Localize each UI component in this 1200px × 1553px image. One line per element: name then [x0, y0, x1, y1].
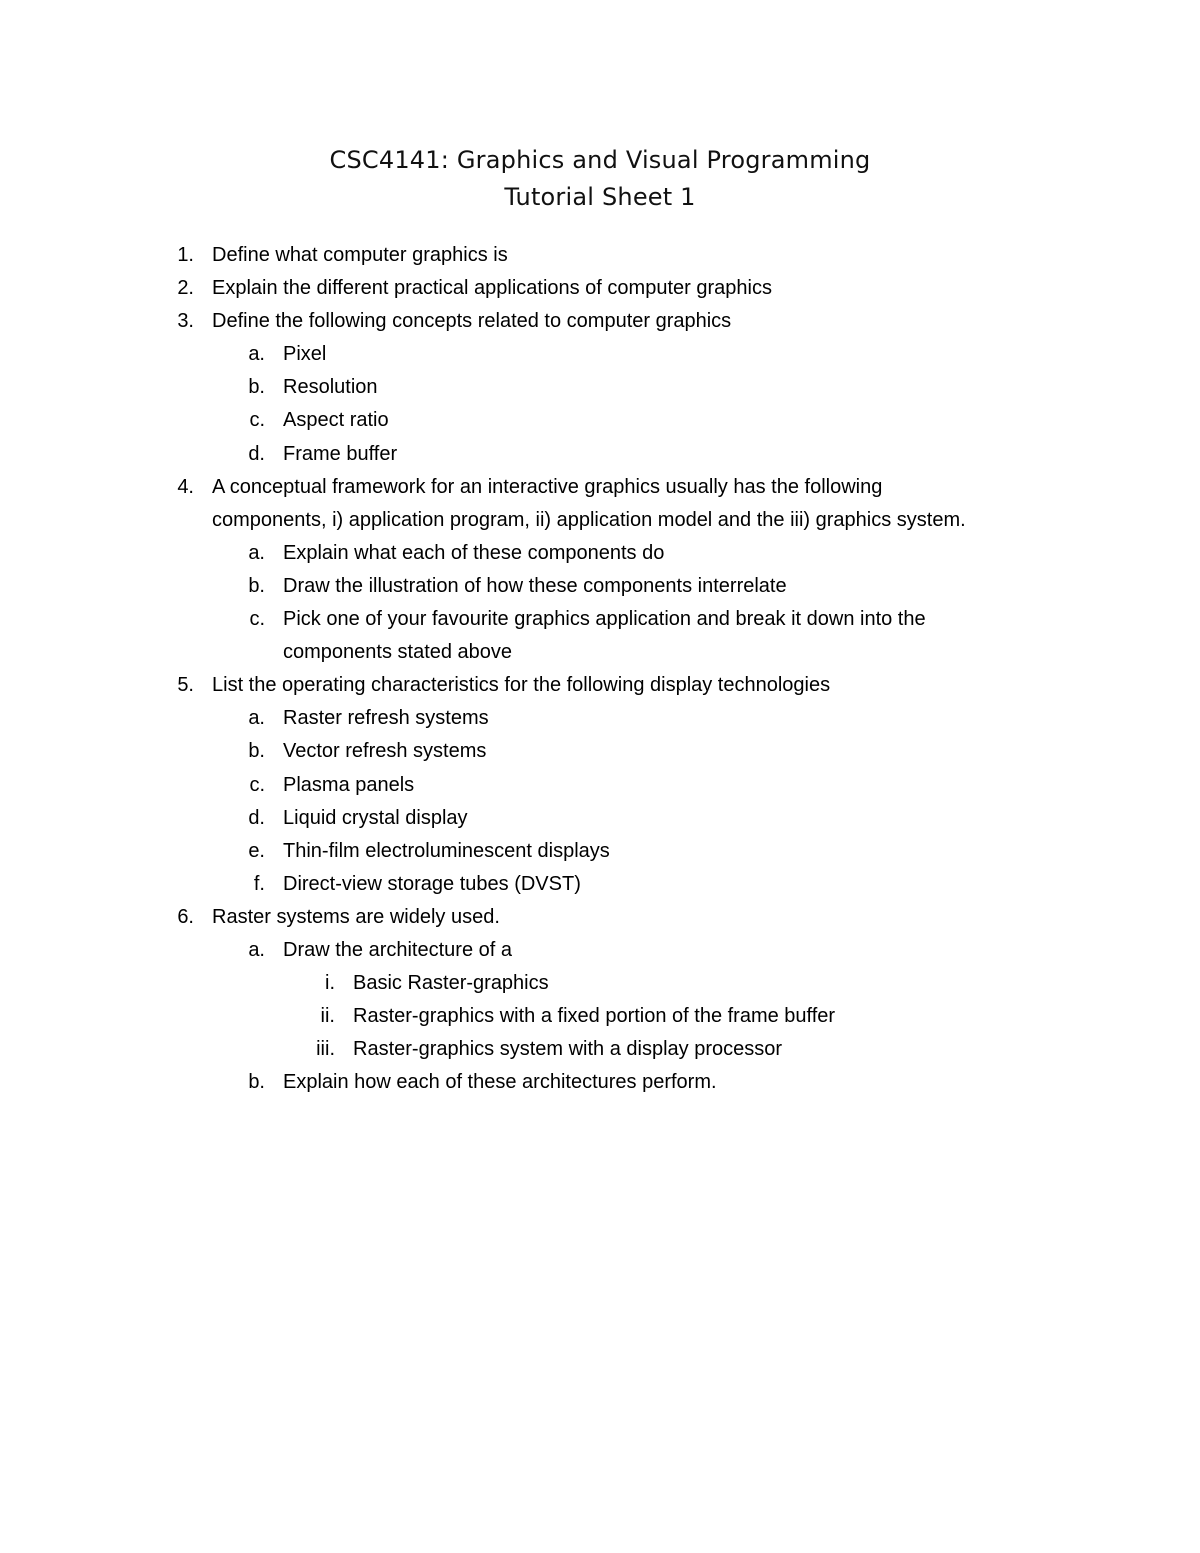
question-number: 5.: [177, 674, 194, 697]
sub-list-item: [0, 1000, 1200, 1033]
question-number: 3.: [177, 310, 194, 333]
item-marker: c.: [249, 409, 265, 432]
item-marker: c.: [249, 608, 265, 631]
list-item: [0, 702, 1200, 735]
item-text-continuation: [0, 636, 1200, 669]
item-text: Direct-view storage tubes (DVST): [283, 872, 581, 895]
question-text: components, i) application program, ii) application model and the iii) graphics system.: [212, 508, 966, 531]
question-2: [0, 272, 1200, 305]
question-5: [0, 669, 1200, 702]
item-marker: b.: [248, 574, 265, 597]
item-text: Aspect ratio: [283, 409, 389, 432]
item-marker: e.: [248, 839, 265, 862]
sub-list-item: [0, 1033, 1200, 1066]
list-item: [0, 570, 1200, 603]
item-marker: d.: [248, 442, 265, 465]
item-text: Pick one of your favourite graphics application and break it down into the: [283, 608, 926, 631]
item-marker: b.: [248, 1071, 265, 1094]
item-text: Draw the architecture of a: [283, 938, 512, 961]
list-item: [0, 802, 1200, 835]
item-marker: d.: [248, 806, 265, 829]
question-number: 1.: [177, 244, 194, 266]
question-6: [0, 901, 1200, 934]
item-text: Plasma panels: [283, 773, 415, 796]
item-text: Pixel: [283, 343, 327, 366]
question-text: List the operating characteristics for the following display technologies: [212, 674, 831, 697]
subitem-text: Basic Raster-graphics: [353, 972, 549, 995]
question-number: 6.: [177, 905, 194, 928]
document-subtitle: Tutorial Sheet 1: [504, 183, 696, 211]
question-text: Define the following concepts related to computer graphics: [212, 310, 732, 333]
question-number: 2.: [177, 277, 194, 300]
question-text-continuation: [0, 504, 1200, 537]
sub-list-item: [0, 967, 1200, 1000]
item-marker: b.: [248, 740, 265, 763]
list-item: [0, 735, 1200, 768]
item-text: Liquid crystal display: [283, 806, 468, 829]
item-text: Explain how each of these architectures perform.: [283, 1071, 717, 1094]
list-item: [0, 835, 1200, 868]
subitem-marker: iii.: [316, 1038, 335, 1061]
question-3: [0, 305, 1200, 338]
item-text: Draw the illustration of how these components interrelate: [283, 574, 787, 597]
list-item: [0, 868, 1200, 901]
item-marker: a.: [248, 707, 265, 730]
item-text: Resolution: [283, 376, 378, 399]
list-item: [0, 338, 1200, 371]
subitem-marker: ii.: [320, 1005, 335, 1028]
document-title: CSC4141: Graphics and Visual Programming: [329, 146, 871, 174]
question-text: A conceptual framework for an interactive graphics usually has the following: [212, 475, 883, 498]
item-text: Frame buffer: [283, 442, 398, 465]
item-marker: f.: [253, 872, 265, 895]
subitem-text: Raster-graphics system with a display processor: [353, 1038, 783, 1061]
question-list: [0, 239, 1200, 1099]
item-marker: b.: [248, 376, 265, 399]
item-text: Raster refresh systems: [283, 707, 489, 730]
item-marker: c.: [249, 773, 265, 796]
item-text: Thin-film electroluminescent displays: [283, 839, 610, 862]
item-marker: a.: [248, 343, 265, 366]
question-1: [0, 239, 1200, 272]
question-number: 4.: [177, 475, 194, 498]
item-text: components stated above: [283, 641, 513, 664]
question-text: Explain the different practical applications of computer graphics: [212, 277, 772, 300]
title-block: [0, 142, 1200, 216]
item-text: Vector refresh systems: [283, 740, 487, 763]
question-text: Define what computer graphics is: [212, 244, 508, 266]
list-item: [0, 1066, 1200, 1099]
question-text: Raster systems are widely used.: [212, 905, 500, 928]
question-4: [0, 471, 1200, 504]
list-item: [0, 371, 1200, 404]
item-marker: a.: [248, 541, 265, 564]
list-item: [0, 603, 1200, 636]
list-item: [0, 404, 1200, 437]
list-item: [0, 537, 1200, 570]
subitem-marker: i.: [325, 972, 335, 995]
subitem-text: Raster-graphics with a fixed portion of the frame buffer: [353, 1005, 836, 1028]
list-item: [0, 438, 1200, 471]
item-marker: a.: [248, 938, 265, 961]
list-item: [0, 769, 1200, 802]
item-text: Explain what each of these components do: [283, 541, 665, 564]
list-item: [0, 934, 1200, 967]
